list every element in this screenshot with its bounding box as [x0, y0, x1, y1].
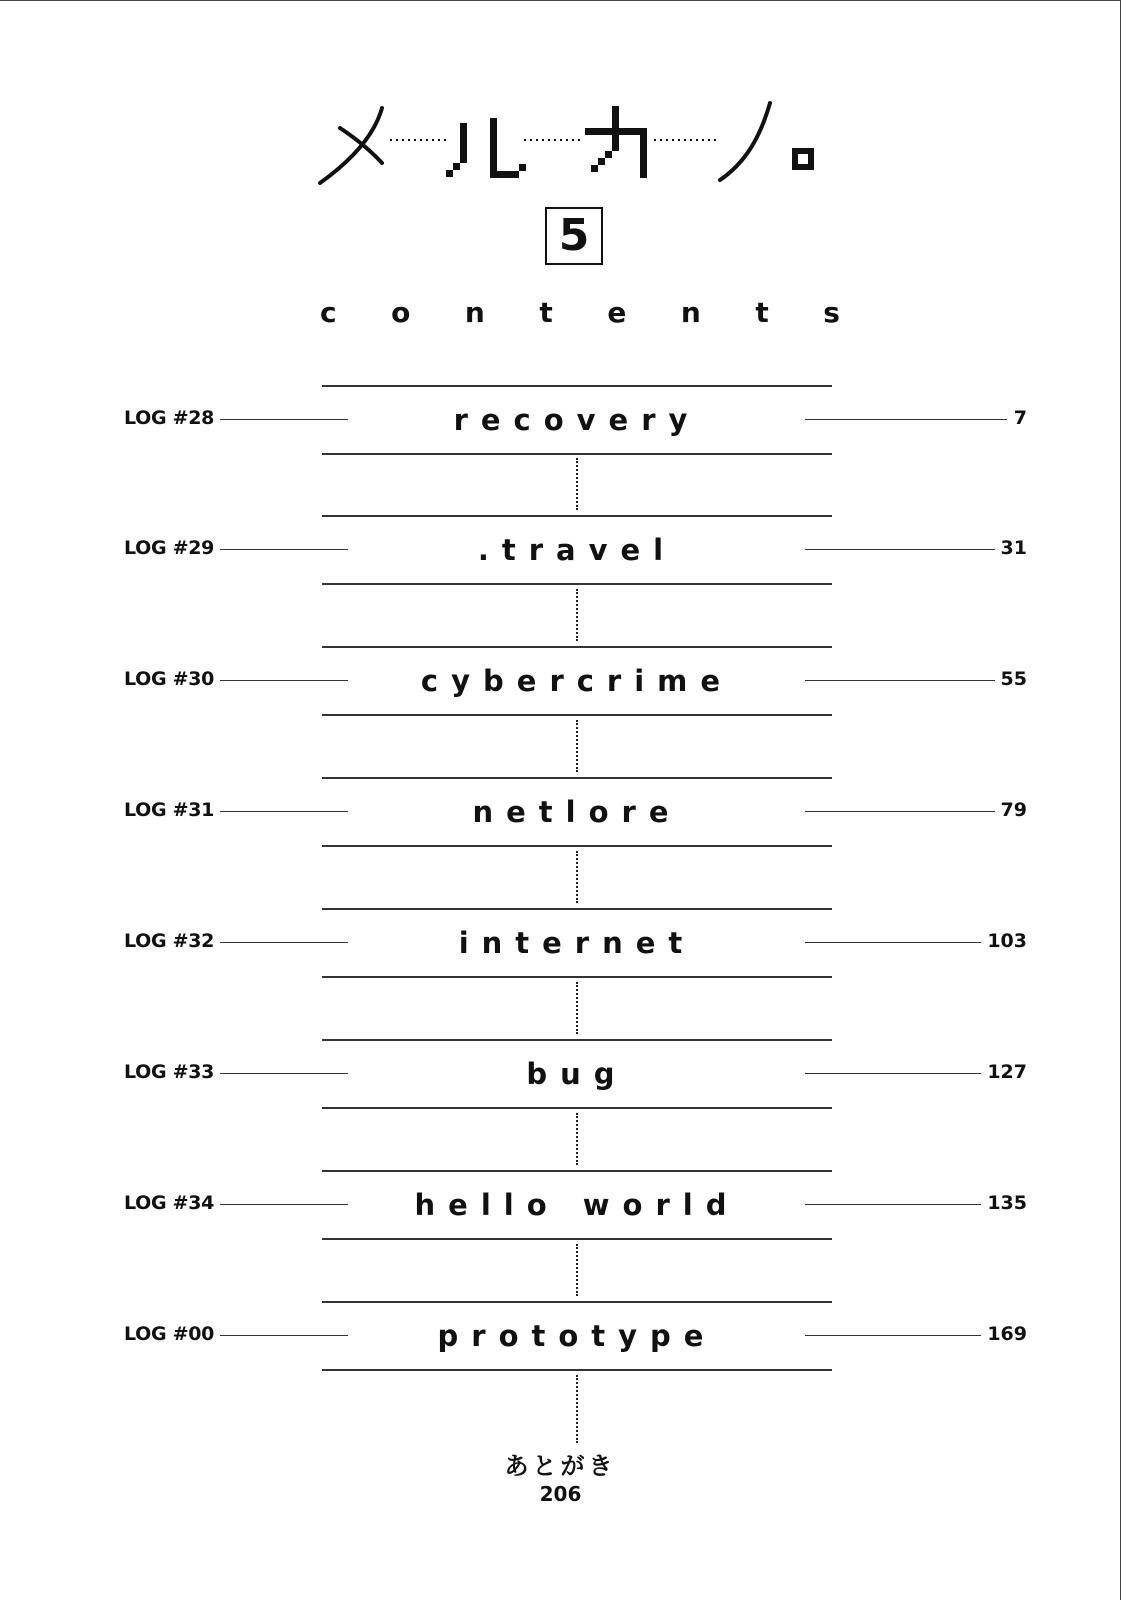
entry-rule-bottom	[322, 1107, 832, 1109]
page-number: 7	[1013, 407, 1027, 429]
leader-line-right	[805, 419, 1007, 420]
entry-rule-bottom	[322, 583, 832, 585]
dotted-connector	[576, 720, 578, 772]
entry-rule-bottom	[322, 453, 832, 455]
contents-letter: n	[464, 296, 485, 329]
contents-letter: t	[755, 296, 769, 329]
entry-rule-top	[322, 777, 832, 779]
entry-rule-bottom	[322, 714, 832, 716]
volume-number: 5	[545, 207, 603, 265]
entry-rule-top	[322, 385, 832, 387]
leader-line-right	[805, 549, 995, 550]
log-number: LOG #30	[124, 668, 215, 690]
leader-line-right	[805, 680, 995, 681]
leader-line-right	[805, 1204, 981, 1205]
chapter-title: cybercrime	[420, 664, 734, 698]
contents-letter: n	[680, 296, 701, 329]
afterword-label[interactable]: あとがき	[504, 1452, 617, 1480]
chapter-title: recovery	[453, 403, 701, 437]
log-number: LOG #29	[124, 537, 215, 559]
contents-letter: o	[391, 296, 411, 329]
page-number: 79	[1000, 799, 1027, 821]
entry-rule-bottom	[322, 1369, 832, 1371]
toc-entry[interactable]	[0, 777, 1121, 847]
page-number: 169	[987, 1323, 1027, 1345]
toc-entry[interactable]	[0, 385, 1121, 455]
toc-entry[interactable]	[0, 1301, 1121, 1371]
page-number: 103	[987, 930, 1027, 952]
toc-entry[interactable]	[0, 515, 1121, 585]
contents-letter: c	[320, 296, 337, 329]
entry-rule-top	[322, 1039, 832, 1041]
toc-entry[interactable]	[0, 1170, 1121, 1240]
log-number: LOG #31	[124, 799, 215, 821]
contents-letter: s	[823, 296, 840, 329]
chapter-title: internet	[458, 926, 696, 960]
entry-rule-top	[322, 1170, 832, 1172]
leader-line-right	[805, 811, 995, 812]
leader-line-right	[805, 1073, 981, 1074]
toc-entry[interactable]	[0, 908, 1121, 978]
title-logo-graphic	[300, 88, 840, 198]
book-title-logo	[300, 88, 840, 198]
dotted-connector	[576, 982, 578, 1034]
contents-letter: e	[607, 296, 627, 329]
dotted-connector	[576, 458, 578, 510]
page-number: 127	[987, 1061, 1027, 1083]
dotted-connector	[576, 851, 578, 903]
dotted-connector	[576, 1244, 578, 1296]
page-number: 31	[1000, 537, 1027, 559]
dotted-connector	[576, 1113, 578, 1165]
log-number: LOG #00	[124, 1323, 215, 1345]
chapter-title: prototype	[437, 1319, 717, 1353]
chapter-title: hello world	[414, 1188, 740, 1222]
chapter-title: bug	[526, 1057, 628, 1091]
chapter-title: .travel	[477, 533, 677, 567]
entry-rule-bottom	[322, 845, 832, 847]
contents-letter: t	[539, 296, 553, 329]
log-number: LOG #34	[124, 1192, 215, 1214]
entry-rule-bottom	[322, 1238, 832, 1240]
log-number: LOG #28	[124, 407, 215, 429]
page-number: 135	[987, 1192, 1027, 1214]
chapter-title: netlore	[472, 795, 682, 829]
leader-line-right	[805, 942, 981, 943]
log-number: LOG #33	[124, 1061, 215, 1083]
contents-heading	[320, 296, 840, 329]
entry-rule-bottom	[322, 976, 832, 978]
dotted-connector	[576, 1375, 578, 1443]
entry-rule-top	[322, 515, 832, 517]
entry-rule-top	[322, 908, 832, 910]
entry-rule-top	[322, 646, 832, 648]
log-number: LOG #32	[124, 930, 215, 952]
leader-line-right	[805, 1335, 981, 1336]
toc-entry[interactable]	[0, 1039, 1121, 1109]
page-number: 55	[1000, 668, 1027, 690]
entry-rule-top	[322, 1301, 832, 1303]
dotted-connector	[576, 589, 578, 641]
afterword-page-number: 206	[539, 1482, 582, 1506]
toc-entry[interactable]	[0, 646, 1121, 716]
